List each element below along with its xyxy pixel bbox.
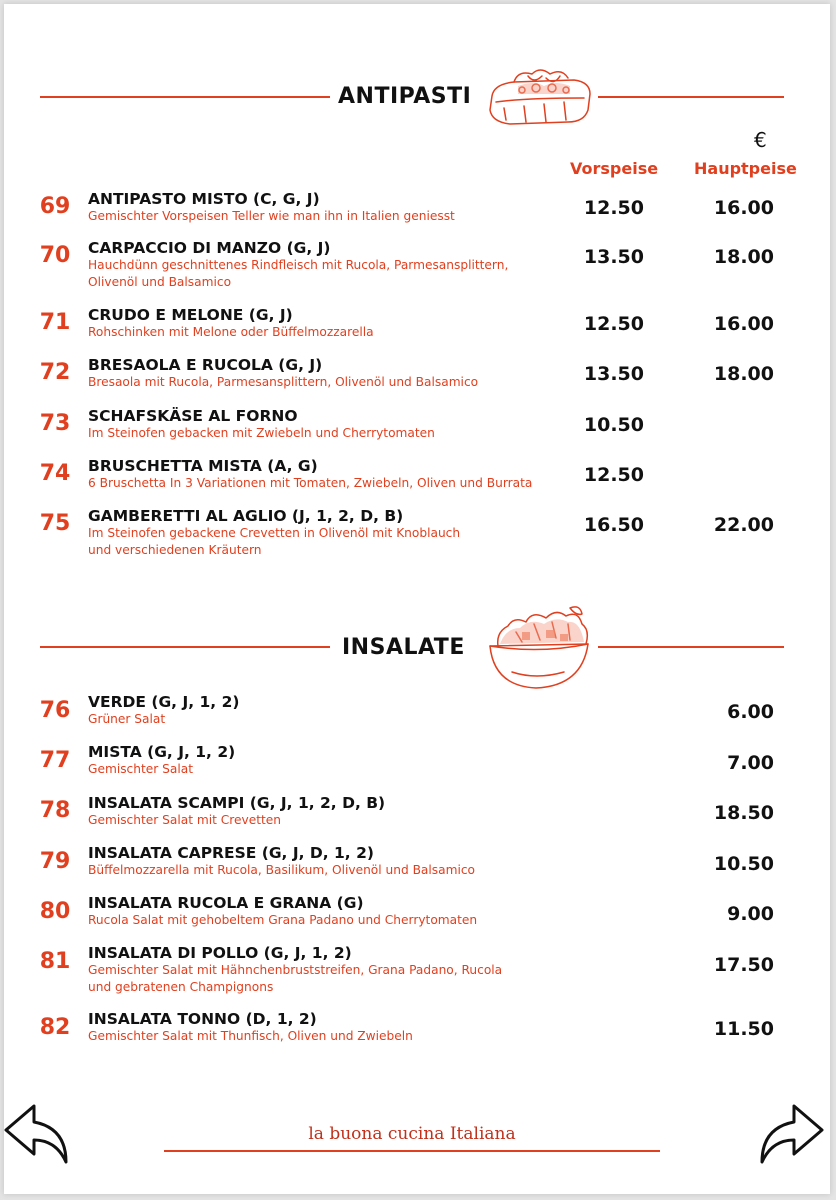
item-number: 79 — [39, 849, 71, 874]
footer-rule — [164, 1150, 660, 1152]
item-number: 69 — [39, 194, 71, 219]
price-vorspeise: 10.50 — [583, 414, 644, 436]
salad-bowl-illustration-icon — [486, 602, 594, 694]
price-vorspeise: 13.50 — [583, 246, 644, 268]
bruschetta-illustration-icon — [484, 62, 596, 130]
item-number: 74 — [39, 461, 71, 486]
item-name: INSALATA TONNO (D, 1, 2) — [88, 1010, 317, 1028]
antipasti-title: ANTIPASTI — [338, 84, 472, 109]
item-description: und verschiedenen Kräutern — [88, 543, 262, 557]
item-number: 71 — [39, 310, 71, 335]
price: 18.50 — [713, 802, 774, 824]
price-hauptpeise: 18.00 — [713, 246, 774, 268]
currency-symbol: € — [754, 128, 767, 152]
price: 17.50 — [713, 954, 774, 976]
item-description: Gemischter Salat mit Hähnchenbruststreifen, Grana Padano, Rucola — [88, 963, 503, 977]
item-description: Rohschinken mit Melone oder Büffelmozzarella — [88, 325, 374, 339]
item-name: INSALATA DI POLLO (G, J, 1, 2) — [88, 944, 352, 962]
insalate-rule-left — [40, 646, 330, 648]
item-name: BRUSCHETTA MISTA (A, G) — [88, 457, 318, 475]
item-description: Hauchdünn geschnittenes Rindfleisch mit Rucola, Parmesansplittern, — [88, 258, 509, 272]
item-name: ANTIPASTO MISTO (C, G, J) — [88, 190, 320, 208]
item-description: Im Steinofen gebacken mit Zwiebeln und Cherrytomaten — [88, 426, 435, 440]
item-number: 78 — [39, 798, 71, 823]
item-number: 77 — [39, 748, 71, 773]
price-hauptpeise: 22.00 — [713, 514, 774, 536]
item-name: INSALATA CAPRESE (G, J, D, 1, 2) — [88, 844, 374, 862]
item-description: Gemischter Salat mit Crevetten — [88, 813, 282, 827]
item-name: GAMBERETTI AL AGLIO (J, 1, 2, D, B) — [88, 507, 404, 525]
item-number: 73 — [39, 411, 71, 436]
menu-page — [4, 4, 830, 1194]
item-description: Büffelmozzarella mit Rucola, Basilikum, Olivenöl und Balsamico — [88, 863, 476, 877]
price: 9.00 — [727, 903, 774, 925]
price-hauptpeise: 16.00 — [713, 197, 774, 219]
item-name: VERDE (G, J, 1, 2) — [88, 693, 240, 711]
item-description: und gebratenen Champignons — [88, 980, 274, 994]
item-number: 70 — [39, 243, 71, 268]
item-number: 81 — [39, 949, 71, 974]
item-number: 75 — [39, 511, 71, 536]
item-number: 76 — [39, 698, 71, 723]
column-header-vorspeise: Vorspeise — [570, 159, 659, 178]
item-name: INSALATA RUCOLA E GRANA (G) — [88, 894, 364, 912]
price-vorspeise: 12.50 — [583, 464, 644, 486]
price-vorspeise: 13.50 — [583, 363, 644, 385]
item-description: Gemischter Vorspeisen Teller wie man ihn in Italien geniesst — [88, 209, 455, 223]
item-number: 80 — [39, 899, 71, 924]
footer-slogan: la buona cucina Italiana — [308, 1124, 516, 1144]
item-name: CRUDO E MELONE (G, J) — [88, 306, 293, 324]
antipasti-rule-right — [598, 96, 784, 98]
column-header-hauptpeise: Hauptpeise — [694, 159, 797, 178]
insalate-rule-right — [598, 646, 784, 648]
forward-arrow-icon[interactable] — [754, 1100, 828, 1170]
item-name: SCHAFSKÄSE AL FORNO — [88, 407, 298, 425]
item-number: 82 — [39, 1015, 71, 1040]
item-description: Grüner Salat — [88, 712, 166, 726]
price: 6.00 — [727, 701, 774, 723]
price: 10.50 — [713, 853, 774, 875]
item-description: Im Steinofen gebackene Crevetten in Olivenöl mit Knoblauch — [88, 526, 461, 540]
price-hauptpeise: 16.00 — [713, 313, 774, 335]
item-description: Rucola Salat mit gehobeltem Grana Padano und Cherrytomaten — [88, 913, 478, 927]
item-name: MISTA (G, J, 1, 2) — [88, 743, 236, 761]
price-vorspeise: 12.50 — [583, 313, 644, 335]
price-hauptpeise: 18.00 — [713, 363, 774, 385]
antipasti-rule-left — [40, 96, 330, 98]
item-description: 6 Bruschetta In 3 Variationen mit Tomaten, Zwiebeln, Oliven und Burrata — [88, 476, 533, 490]
price: 11.50 — [713, 1018, 774, 1040]
insalate-title: INSALATE — [342, 635, 465, 660]
item-description: Olivenöl und Balsamico — [88, 275, 232, 289]
price-vorspeise: 12.50 — [583, 197, 644, 219]
item-name: INSALATA SCAMPI (G, J, 1, 2, D, B) — [88, 794, 386, 812]
price: 7.00 — [727, 752, 774, 774]
item-description: Bresaola mit Rucola, Parmesansplittern, Olivenöl und Balsamico — [88, 375, 479, 389]
price-vorspeise: 16.50 — [583, 514, 644, 536]
item-name: CARPACCIO DI MANZO (G, J) — [88, 239, 331, 257]
item-name: BRESAOLA E RUCOLA (G, J) — [88, 356, 323, 374]
item-description: Gemischter Salat — [88, 762, 193, 776]
item-number: 72 — [39, 360, 71, 385]
back-arrow-icon[interactable] — [0, 1100, 74, 1170]
item-description: Gemischter Salat mit Thunfisch, Oliven und Zwiebeln — [88, 1029, 413, 1043]
